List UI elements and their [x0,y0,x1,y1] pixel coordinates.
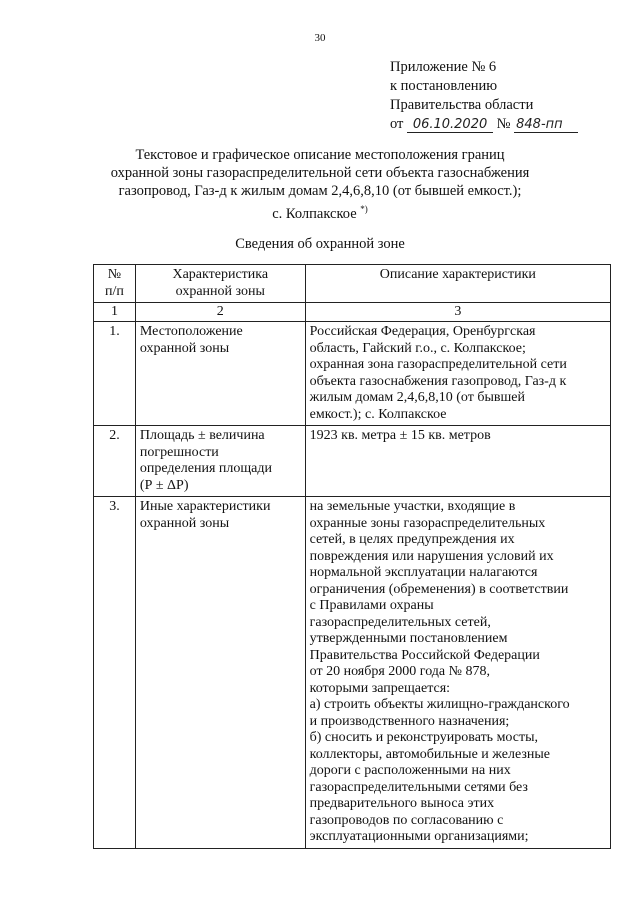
row-description [305,322,610,426]
characteristic-line: охранной зоны [139,515,230,531]
number-label: № [496,116,511,132]
header-characteristic-line-2: охранной зоны [175,283,265,299]
description-line: охранные зоны газораспределительных [309,515,546,531]
description-line: от 20 ноября 2000 года № 878, [309,664,490,679]
from-label: от [390,116,404,132]
title-place: с. Колпакское [272,205,357,222]
index-cell: 1 [94,303,136,322]
header-characteristic [135,265,305,303]
document-title [60,146,580,223]
description-line: охранная зона газораспределительной сети [309,357,567,372]
table-index-row [94,303,611,322]
description-line: область, Гайский г.о., с. Колпакское; [309,340,526,356]
row-number: 2. [94,426,136,497]
description-line: Российская Федерация, Оренбургская [309,324,536,339]
index-cell: 3 [305,303,610,322]
characteristic-line: Иные характеристики [139,499,271,514]
row-description [305,497,610,849]
table-body [94,322,611,849]
row-number: 1. [94,322,136,426]
description-line: жилым домам 2,4,6,8,10 (от бывшей [309,390,525,405]
appendix-block [390,58,578,134]
description-line: дороги с расположенными на них [309,763,511,778]
description-line: которыми запрещается: [309,680,451,696]
description-line: ограничения (обременения) в соответствии [309,581,569,597]
appendix-line-4 [390,115,578,134]
description-line: б) сносить и реконструировать мосты, [309,730,539,745]
protection-zone-table [93,264,611,849]
index-cell: 2 [135,303,305,322]
description-line: 1923 кв. метра ± 15 кв. метров [309,428,491,443]
description-line: а) строить объекты жилищно-гражданского [309,697,570,712]
row-characteristic [135,322,305,426]
header-number-line-1: № [107,267,122,282]
description-line: предварительного выноса этих [309,796,495,811]
handwritten-number: 848-пп [514,118,578,133]
characteristic-line: охранной зоны [139,340,230,356]
footnote-mark: *) [360,204,368,214]
description-line: газораспределительных сетей, [309,614,491,630]
title-line-1: Текстовое и графическое описание местоположения границ [135,147,505,163]
description-line: газораспределительными сетями без [309,779,528,795]
description-line: сетей, в целях предупреждения их [309,532,515,547]
description-line: эксплуатационными организациями; [309,829,529,844]
table-header-row [94,265,611,303]
description-line: утвержденными постановлением [309,631,508,646]
title-line-2: охранной зоны газораспределительной сети объекта газоснабжения [110,165,530,181]
row-number: 3. [94,497,136,849]
description-line: коллекторы, автомобильные и железные [309,746,550,762]
description-line: емкост.); с. Колпакское [309,406,447,422]
section-title: Сведения об охранной зоне [235,236,405,252]
table-row [94,497,611,849]
header-number-line-2: п/п [105,283,124,299]
title-line-3: газопровод, Газ-д к жилым домам 2,4,6,8,10 (от бывшей емкост.); [118,183,522,199]
appendix-line-3: Правительства области [390,97,534,113]
title-line-4 [60,200,580,223]
characteristic-line: погрешности [139,444,219,460]
characteristic-line: определения площади [139,461,272,476]
characteristic-line: (Р ± ΔР) [139,477,189,493]
row-characteristic [135,426,305,497]
appendix-line-1: Приложение № 6 [390,59,497,75]
characteristic-line: Местоположение [139,324,243,339]
description-line: повреждения или нарушения условий их [309,548,554,564]
description-line: и производственного назначения; [309,713,510,729]
description-line: Правительства Российской Федерации [309,647,540,663]
row-description [305,426,610,497]
header-description: Описание характеристики [305,265,610,303]
description-line: с Правилами охраны [309,598,434,613]
table-row [94,426,611,497]
description-line: на земельные участки, входящие в [309,499,516,514]
description-line: газопроводов по согласованию с [309,812,504,828]
page-number: 30 [314,32,326,44]
appendix-line-2: к постановлению [390,78,498,94]
row-characteristic [135,497,305,849]
header-characteristic-line-1: Характеристика [172,267,269,282]
header-number [94,265,136,303]
characteristic-line: Площадь ± величина [139,428,265,443]
handwritten-date: 06.10.2020 [407,118,493,133]
table-row [94,322,611,426]
description-line: объекта газоснабжения газопровод, Газ-д к [309,373,567,389]
description-line: нормальной эксплуатации налагаются [309,565,538,580]
